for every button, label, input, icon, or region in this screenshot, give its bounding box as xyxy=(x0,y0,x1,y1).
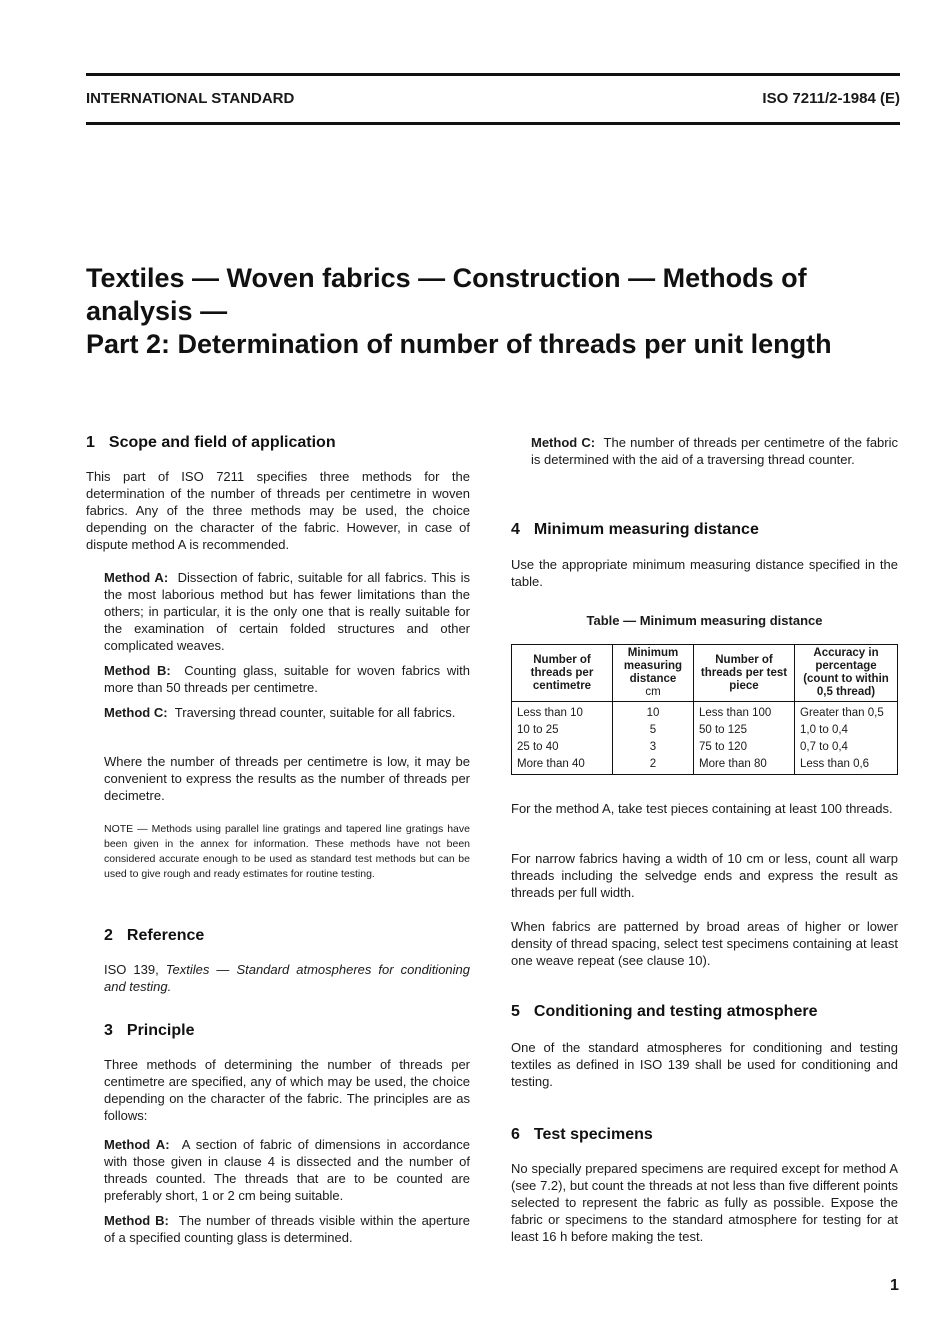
measuring-intro: Use the appropriate minimum measuring distance specified in the table. xyxy=(511,557,898,589)
document-type: INTERNATIONAL STANDARD xyxy=(86,90,295,107)
principle-method-c xyxy=(531,434,898,468)
table-row xyxy=(512,722,898,739)
table-cell: Less than 0,6 xyxy=(795,756,898,775)
table-row xyxy=(512,756,898,775)
reference-paragraph xyxy=(104,961,470,995)
table-caption: Table — Minimum measuring distance xyxy=(586,613,823,628)
title-line-1: Textiles — Woven fabrics — Construction — Methods of xyxy=(86,263,807,293)
header-rule xyxy=(86,122,900,125)
table-cell: 3 xyxy=(613,739,694,756)
scope-paragraph: This part of ISO 7211 specifies three methods for the determination of the number of threads per centimetre in woven fabrics. Any of the three methods may be used, the choice depending on the character of the fabric. However, in case of dispute method A is recommended. xyxy=(86,469,470,552)
section-number: 4 xyxy=(511,521,520,538)
low-count-paragraph: Where the number of threads per centimetre is low, it may be convenient to express the results as the number of threads per decimetre. xyxy=(104,754,470,803)
table-cell: 0,7 to 0,4 xyxy=(795,739,898,756)
section-1-heading xyxy=(86,434,336,452)
title-line-3: Part 2: Determination of number of threads per unit length xyxy=(86,329,832,359)
method-c-description xyxy=(104,704,470,721)
table-cell: 50 to 125 xyxy=(694,722,795,739)
principle-intro: Three methods of determining the number of threads per centimetre are specified, any of which may be used, the choice depending on the character of the fabric. The principles are as follows: xyxy=(104,1057,470,1123)
section-title: Minimum measuring distance xyxy=(533,521,759,538)
method-text: Traversing thread counter, suitable for all fabrics. xyxy=(174,705,456,720)
note-paragraph: NOTE — Methods using parallel line gratings and tapered line gratings have been given in the annex for information. These methods have not been considered accurate enough to be used as standard test methods but can be used to give rough and ready estimates for routine testing. xyxy=(104,823,470,880)
section-number: 5 xyxy=(511,1003,520,1020)
document-title xyxy=(86,262,906,361)
section-6-heading xyxy=(511,1126,653,1144)
table-cell: More than 80 xyxy=(694,756,795,775)
reference-code: ISO 139, xyxy=(104,962,159,977)
document-reference: ISO 7211/2-1984 (E) xyxy=(762,90,900,107)
method-label: Method C: xyxy=(531,435,596,450)
table-cell: More than 40 xyxy=(512,756,613,775)
column-header: Number of threads per test piece xyxy=(694,645,795,702)
table-cell: 5 xyxy=(613,722,694,739)
section-number: 1 xyxy=(86,434,95,451)
test-specimens-paragraph: No specially prepared specimens are required except for method A (see 7.2), but count the threads at not less than five different points selected to represent the fabric as fully as possible. Expose the fabric or specimens to the standard atmosphere for testing for at least 16 h before making the test. xyxy=(511,1161,898,1244)
method-text: Dissection of fabric, suitable for all fabrics. This is the most laborious method but has fewer limitations than the others; in particular, it is the only one that is really suitable for the examination of certain folded structures and other complicated weaves. xyxy=(104,570,470,653)
column-header: Accuracy in percentage (count to within 0,5 thread) xyxy=(795,645,898,702)
method-b-description xyxy=(104,662,470,696)
section-title: Principle xyxy=(126,1022,195,1039)
page-number: 1 xyxy=(890,1277,899,1294)
method-label: Method C: xyxy=(104,705,168,720)
section-4-heading xyxy=(511,521,759,539)
method-text: The number of threads visible within the aperture of a specified counting glass is determined. xyxy=(104,1213,470,1245)
table-cell: 10 to 25 xyxy=(512,722,613,739)
section-2-heading xyxy=(104,927,204,945)
table-row xyxy=(512,739,898,756)
method-label: Method B: xyxy=(104,1213,169,1228)
column-header-text: Minimum measuring distance xyxy=(623,647,683,685)
column-header xyxy=(613,645,694,702)
section-number: 3 xyxy=(104,1022,113,1039)
principle-method-a xyxy=(104,1136,470,1204)
column-unit: cm xyxy=(645,686,661,698)
table-cell: Less than 10 xyxy=(512,702,613,723)
table-row xyxy=(512,702,898,723)
method-text: Counting glass, suitable for woven fabrics with more than 50 threads per centimetre. xyxy=(104,663,470,695)
patterned-fabrics-paragraph: When fabrics are patterned by broad areas of higher or lower density of thread spacing, select test specimens containing at least one weave repeat (see clause 10). xyxy=(511,919,898,968)
section-title: Scope and field of application xyxy=(108,434,336,451)
method-text: A section of fabric of dimensions in accordance with those given in clause 4 is dissected and the number of threads counted. The threads that are to be counted are preferably short, 1 or 2 cm being suitable. xyxy=(104,1137,470,1203)
table-cell: 25 to 40 xyxy=(512,739,613,756)
column-header: Number of threads per centimetre xyxy=(512,645,613,702)
title-line-2: analysis — xyxy=(86,296,228,326)
narrow-fabrics-paragraph: For narrow fabrics having a width of 10 cm or less, count all warp threads including the selvedge ends and express the result as threads per full width. xyxy=(511,851,898,900)
section-5-heading xyxy=(511,1003,817,1021)
section-title: Test specimens xyxy=(533,1126,653,1143)
principle-method-b xyxy=(104,1212,470,1246)
table-cell: Less than 100 xyxy=(694,702,795,723)
section-number: 2 xyxy=(104,927,113,944)
table-cell: 1,0 to 0,4 xyxy=(795,722,898,739)
method-label: Method B: xyxy=(104,663,171,678)
method-label: Method A: xyxy=(104,1137,170,1152)
table-cell: 2 xyxy=(613,756,694,775)
section-3-heading xyxy=(104,1022,194,1040)
top-rule xyxy=(86,73,900,76)
section-number: 6 xyxy=(511,1126,520,1143)
table-cell: 10 xyxy=(613,702,694,723)
method-a-description xyxy=(104,569,470,654)
table-cell: Greater than 0,5 xyxy=(795,702,898,723)
conditioning-paragraph: One of the standard atmospheres for conditioning and testing textiles as defined in ISO 139 shall be used for conditioning and testing. xyxy=(511,1040,898,1089)
section-title: Conditioning and testing atmosphere xyxy=(533,1003,818,1020)
method-label: Method A: xyxy=(104,570,169,585)
method-text: The number of threads per centimetre of the fabric is determined with the aid of a traversing thread counter. xyxy=(531,435,898,467)
method-a-note: For the method A, take test pieces containing at least 100 threads. xyxy=(511,801,893,816)
reference-title: Textiles — Standard atmospheres for conditioning and testing. xyxy=(104,962,471,994)
table-cell: 75 to 120 xyxy=(694,739,795,756)
section-title: Reference xyxy=(126,927,205,944)
measuring-distance-table xyxy=(511,644,898,775)
table-header-row xyxy=(512,645,898,702)
